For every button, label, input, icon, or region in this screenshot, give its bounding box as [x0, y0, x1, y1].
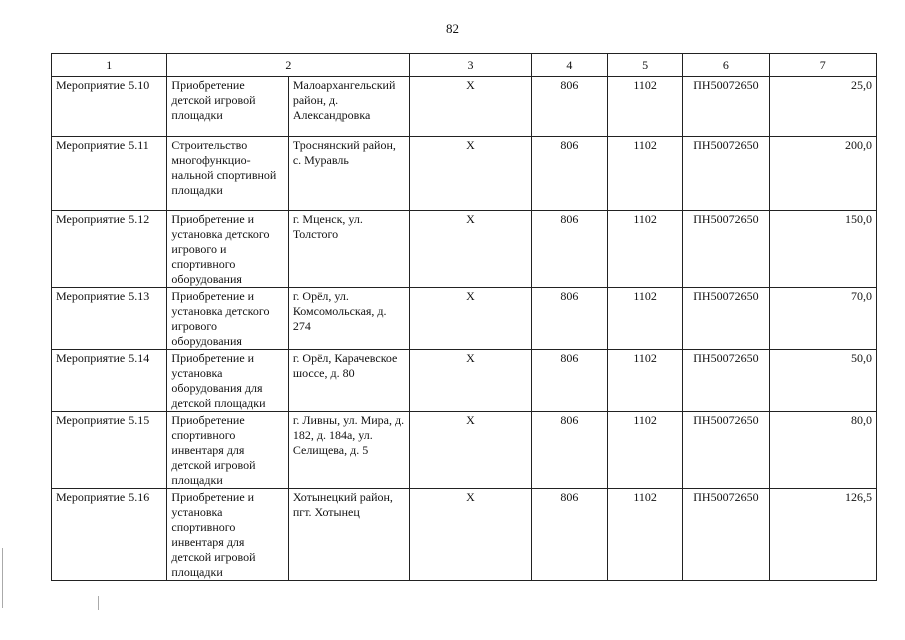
description-cell: Строительство многофункцио-нальной спортивной площадки — [167, 137, 288, 211]
page-number: 82 — [446, 21, 459, 36]
header-row — [52, 54, 877, 77]
column-3-cell: Х — [410, 489, 531, 581]
column-6-cell: ПН50072650 — [683, 350, 769, 412]
column-4-cell: 806 — [531, 489, 607, 581]
location-cell: г. Ливны, ул. Мира, д. 182, д. 184а, ул. Селищева, д. 5 — [288, 412, 409, 489]
header-col-1: 1 — [52, 54, 167, 77]
column-6-cell: ПН50072650 — [683, 489, 769, 581]
location-cell: г. Орёл, Карачевское шоссе, д. 80 — [288, 350, 409, 412]
column-5-cell: 1102 — [607, 412, 682, 489]
table-row — [52, 412, 877, 489]
column-3-cell: Х — [410, 350, 531, 412]
column-3-cell: Х — [410, 211, 531, 288]
column-3-cell: Х — [410, 77, 531, 137]
event-cell: Мероприятие 5.11 — [52, 137, 167, 211]
table-row — [52, 137, 877, 211]
header-col-7: 7 — [769, 54, 876, 77]
location-cell: г. Орёл, ул. Комсомольская, д. 274 — [288, 288, 409, 350]
amount-cell: 126,5 — [769, 489, 876, 581]
column-6-cell: ПН50072650 — [683, 288, 769, 350]
column-3-cell: Х — [410, 288, 531, 350]
column-6-cell: ПН50072650 — [683, 211, 769, 288]
column-4-cell: 806 — [531, 350, 607, 412]
column-6-cell: ПН50072650 — [683, 137, 769, 211]
column-3-cell: Х — [410, 412, 531, 489]
table-row — [52, 77, 877, 137]
event-cell: Мероприятие 5.16 — [52, 489, 167, 581]
column-6-cell: ПН50072650 — [683, 77, 769, 137]
budget-table — [51, 53, 877, 581]
column-6-cell: ПН50072650 — [683, 412, 769, 489]
header-col-5: 5 — [607, 54, 682, 77]
column-5-cell: 1102 — [607, 211, 682, 288]
amount-cell: 150,0 — [769, 211, 876, 288]
column-5-cell: 1102 — [607, 137, 682, 211]
event-cell: Мероприятие 5.15 — [52, 412, 167, 489]
event-cell: Мероприятие 5.14 — [52, 350, 167, 412]
header-col-6: 6 — [683, 54, 769, 77]
column-5-cell: 1102 — [607, 350, 682, 412]
table-row — [52, 350, 877, 412]
table-row — [52, 288, 877, 350]
column-4-cell: 806 — [531, 412, 607, 489]
amount-cell: 50,0 — [769, 350, 876, 412]
description-cell: Приобретение и установка детского игрового и спортивного оборудования — [167, 211, 288, 288]
header-col-2: 2 — [167, 54, 410, 77]
scan-mark — [2, 548, 3, 608]
column-4-cell: 806 — [531, 211, 607, 288]
location-cell: Хотынецкий район, пгт. Хотынец — [288, 489, 409, 581]
header-col-3: 3 — [410, 54, 531, 77]
location-cell: Малоархангельский район, д. Александровка — [288, 77, 409, 137]
column-4-cell: 806 — [531, 288, 607, 350]
location-cell: г. Мценск, ул. Толстого — [288, 211, 409, 288]
description-cell: Приобретение и установка оборудования для детской площадки — [167, 350, 288, 412]
table-row — [52, 211, 877, 288]
column-5-cell: 1102 — [607, 77, 682, 137]
amount-cell: 70,0 — [769, 288, 876, 350]
event-cell: Мероприятие 5.12 — [52, 211, 167, 288]
description-cell: Приобретение спортивного инвентаря для детской игровой площадки — [167, 412, 288, 489]
event-cell: Мероприятие 5.13 — [52, 288, 167, 350]
column-4-cell: 806 — [531, 137, 607, 211]
table-row — [52, 489, 877, 581]
amount-cell: 200,0 — [769, 137, 876, 211]
column-3-cell: Х — [410, 137, 531, 211]
description-cell: Приобретение детской игровой площадки — [167, 77, 288, 137]
amount-cell: 80,0 — [769, 412, 876, 489]
event-cell: Мероприятие 5.10 — [52, 77, 167, 137]
location-cell: Троснянский район, с. Муравль — [288, 137, 409, 211]
column-5-cell: 1102 — [607, 288, 682, 350]
header-col-4: 4 — [531, 54, 607, 77]
description-cell: Приобретение и установка детского игрового оборудования — [167, 288, 288, 350]
column-5-cell: 1102 — [607, 489, 682, 581]
column-4-cell: 806 — [531, 77, 607, 137]
description-cell: Приобретение и установка спортивного инвентаря для детской игровой площадки — [167, 489, 288, 581]
amount-cell: 25,0 — [769, 77, 876, 137]
scan-mark — [98, 596, 99, 610]
